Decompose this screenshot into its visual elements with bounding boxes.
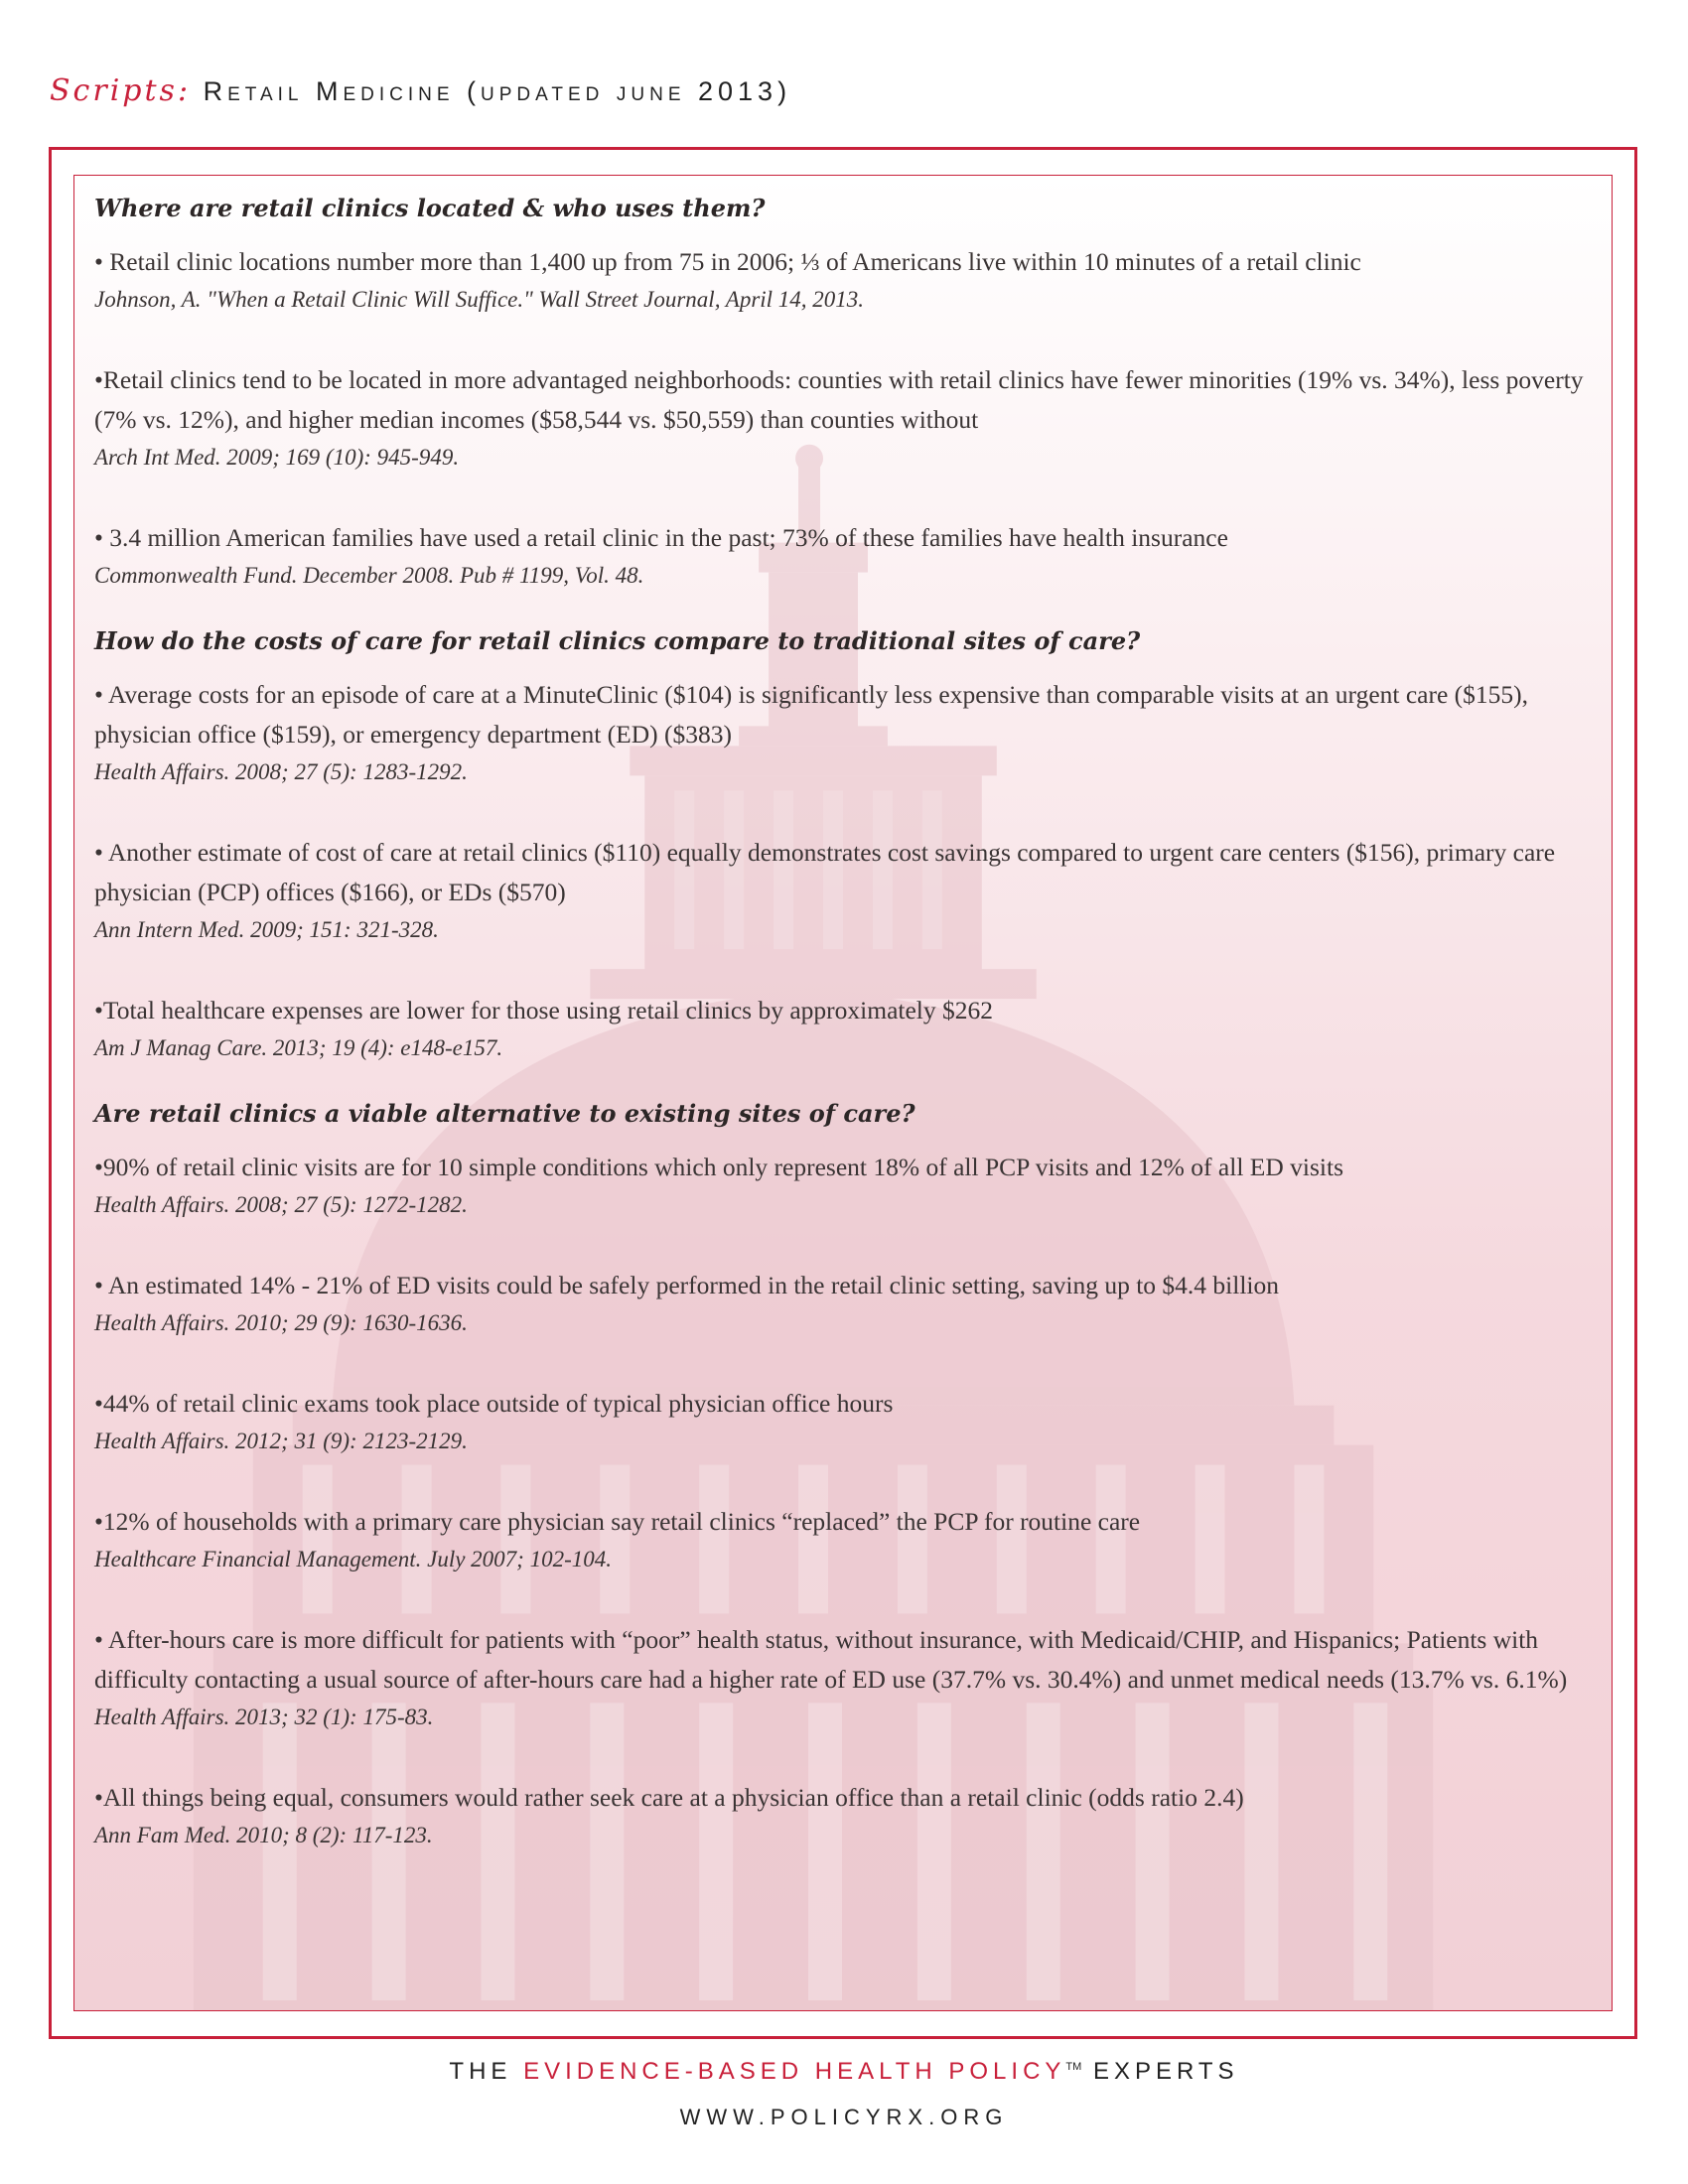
fact-text: •Total healthcare expenses are lower for those using retail clinics by approximately $262 [94,996,994,1024]
list-item [94,991,1596,1066]
citation: Am J Manag Care. 2013; 19 (4): e148-e157. [94,1035,503,1060]
fact-text: •All things being equal, consumers would rather seek care at a physician office than a retail clinic (odds ratio 2.4) [94,1783,1244,1812]
tagline-prefix: THE [449,2058,512,2085]
citation: Arch Int Med. 2009; 169 (10): 945-949. [94,445,460,470]
citation: Healthcare Financial Management. July 2007; 102-104. [94,1547,612,1571]
citation: Commonwealth Fund. December 2008. Pub # 1199, Vol. 48. [94,563,644,588]
tagline-suffix: EXPERTS [1092,2058,1239,2085]
citation: Health Affairs. 2008; 27 (5): 1283-1292. [94,759,468,784]
list-item [94,1502,1596,1577]
list-item [94,675,1596,790]
page-title: Retail Medicine (updated june 2013) [203,76,792,106]
citation: Health Affairs. 2012; 31 (9): 2123-2129. [94,1429,468,1453]
fact-text: • After-hours care is more difficult for patients with “poor” health status, without insurance, with Medicaid/CHIP, and Hispanics; Patients with difficulty contacting a usual source of after-hours care had a higher rate of ED use (37.7% vs. 30.4%) and unmet medical needs (13.7% vs. 6.1%) [94,1625,1568,1694]
fact-text: • Retail clinic locations number more than 1,400 up from 75 in 2006; ⅓ of Americans live within 10 minutes of a retail clinic [94,247,1361,276]
list-item [94,833,1596,948]
citation: Health Affairs. 2010; 29 (9): 1630-1636. [94,1310,468,1335]
section-alternatives [94,1099,1596,1853]
section-question: Are retail clinics a viable alternative to existing sites of care? [94,1099,915,1128]
section-locations [94,194,1596,594]
tagline-highlight: EVIDENCE-BASED HEALTH POLICY [523,2058,1066,2085]
list-item [94,1266,1596,1341]
section-question: Where are retail clinics located & who uses them? [94,194,766,222]
citation: Ann Intern Med. 2009; 151: 321-328. [94,917,439,942]
list-item [94,360,1596,476]
section-question: How do the costs of care for retail clinics compare to traditional sites of care? [94,626,1141,655]
list-item [94,1148,1596,1223]
fact-text: •12% of households with a primary care physician say retail clinics “replaced” the PCP for routine care [94,1507,1141,1536]
page-header [50,73,791,113]
fact-text: •Retail clinics tend to be located in more advantaged neighborhoods: counties with retail clinics have fewer minorities (19% vs. 34%), less poverty (7% vs. 12%), and higher median incomes ($58,544 vs. $50,559) than counties without [94,365,1584,434]
list-item [94,1620,1596,1735]
citation: Johnson, A. "When a Retail Clinic Will Suffice." Wall Street Journal, April 14, 2013. [94,287,865,312]
trademark-mark: TM [1065,2061,1082,2073]
fact-text: • Average costs for an episode of care at a MinuteClinic ($104) is significantly less expensive than comparable visits at an urgent care ($155), physician office ($159), or emergency department (ED) ($383) [94,680,1529,749]
footer-tagline [0,2058,1688,2086]
brand-name: Scripts: [50,73,192,108]
list-item [94,1778,1596,1853]
list-item [94,242,1596,318]
list-item [94,1384,1596,1459]
citation: Health Affairs. 2013; 32 (1): 175-83. [94,1705,434,1729]
footer-website-link[interactable]: WWW.POLICYRX.ORG [679,2105,1009,2129]
section-costs [94,626,1596,1066]
fact-text: •44% of retail clinic exams took place outside of typical physician office hours [94,1389,894,1418]
content-panel [73,175,1613,2011]
citation: Health Affairs. 2008; 27 (5): 1272-1282. [94,1192,468,1217]
fact-list [94,194,1596,1896]
fact-text: • An estimated 14% - 21% of ED visits could be safely performed in the retail clinic setting, saving up to $4.4 billion [94,1271,1280,1299]
list-item [94,518,1596,594]
fact-text: • Another estimate of cost of care at retail clinics ($110) equally demonstrates cost savings compared to urgent care centers ($156), primary care physician (PCP) offices ($166), or EDs ($570) [94,838,1556,906]
fact-text: • 3.4 million American families have used a retail clinic in the past; 73% of these families have health insurance [94,523,1228,552]
fact-text: •90% of retail clinic visits are for 10 simple conditions which only represent 18% of all PCP visits and 12% of all ED visits [94,1153,1343,1181]
citation: Ann Fam Med. 2010; 8 (2): 117-123. [94,1823,433,1847]
